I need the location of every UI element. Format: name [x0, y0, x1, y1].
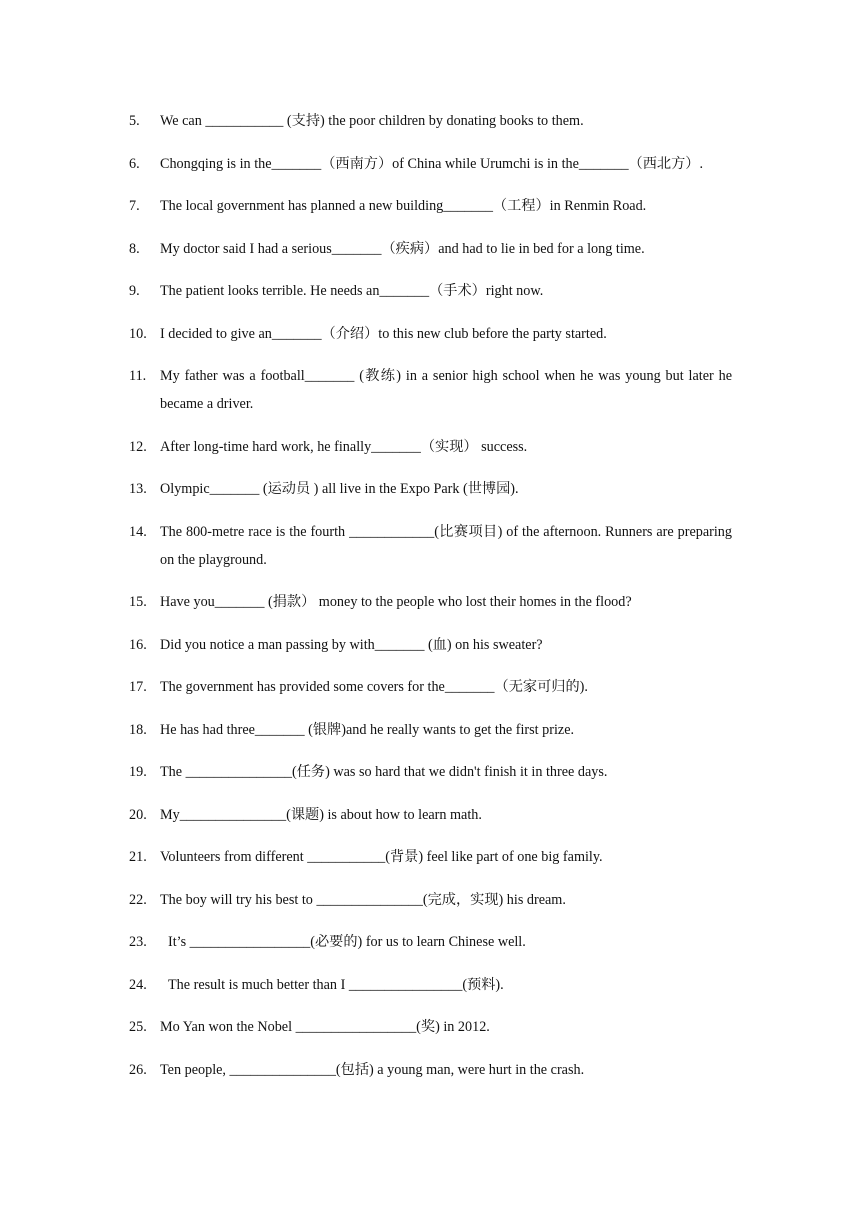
question-text: The boy will try his best to _______________(完成，实现) his dream. [160, 891, 566, 908]
question-number: 20. [129, 806, 147, 823]
question-number: 24. [129, 976, 147, 993]
question-number: 25. [129, 1019, 147, 1035]
question-item [0, 801, 860, 829]
question-text: I decided to give an_______（介绍）to this new club before the party started. [160, 325, 607, 342]
question-item [0, 971, 860, 999]
question-item [0, 886, 860, 914]
question-number: 16. [129, 636, 147, 653]
question-item [0, 277, 860, 305]
question-item [0, 928, 860, 956]
question-list [0, 107, 860, 1098]
question-item [0, 631, 860, 659]
question-number: 10. [129, 325, 147, 342]
question-item [0, 1013, 860, 1041]
question-number: 21. [129, 849, 147, 865]
question-text: After long-time hard work, he finally_______（实现） success. [160, 438, 528, 455]
question-number: 8. [129, 240, 140, 257]
question-text: The patient looks terrible. He needs an_______（手术）right now. [160, 283, 544, 299]
question-text: The 800-metre race is the fourth ____________(比赛项目) of the afternoon. Runners are preparing on the playground. [160, 523, 732, 568]
question-item [0, 716, 860, 744]
question-text: My doctor said I had a serious_______（疾病）and had to lie in bed for a long time. [160, 240, 645, 257]
question-item [0, 475, 860, 503]
question-text: It’s _________________(必要的) for us to learn Chinese well. [168, 934, 526, 950]
question-text: Have you_______ (捐款） money to the people who lost their homes in the flood? [160, 594, 632, 610]
question-number: 23. [129, 934, 147, 950]
question-item [0, 588, 860, 616]
question-item [0, 150, 860, 178]
question-number: 22. [129, 891, 147, 908]
question-item [0, 758, 860, 786]
question-text: Chongqing is in the_______（西南方）of China while Urumchi is in the_______（西北方）. [160, 155, 704, 172]
question-text: Mo Yan won the Nobel _________________(奖) in 2012. [160, 1019, 490, 1035]
question-text: The government has provided some covers for the_______（无家可归的). [160, 679, 588, 695]
question-text: My_______________(课题) is about how to learn math. [160, 806, 482, 823]
question-number: 14. [129, 523, 147, 540]
question-number: 15. [129, 594, 147, 610]
question-text: The _______________(任务) was so hard that we didn't finish it in three days. [160, 764, 608, 780]
question-number: 18. [129, 721, 147, 738]
question-item [0, 320, 860, 348]
question-number: 7. [129, 198, 140, 214]
question-item [0, 107, 860, 135]
question-text: Volunteers from different ___________(背景) feel like part of one big family. [160, 849, 603, 865]
question-item [0, 362, 860, 418]
question-number: 13. [129, 481, 147, 497]
question-item [0, 1056, 860, 1084]
question-number: 9. [129, 283, 140, 299]
question-number: 26. [129, 1061, 147, 1078]
question-text: The result is much better than I ________________(预料). [168, 976, 504, 993]
question-text: He has had three_______ (银牌)and he really wants to get the first prize. [160, 721, 575, 738]
question-number: 5. [129, 113, 140, 129]
question-text: Did you notice a man passing by with_______ (血) on his sweater? [160, 636, 543, 653]
question-number: 12. [129, 438, 147, 455]
question-number: 6. [129, 155, 140, 172]
question-item [0, 843, 860, 871]
question-number: 11. [129, 368, 147, 384]
question-text: Olympic_______ (运动员 ) all live in the Expo Park (世博园). [160, 481, 519, 497]
question-item [0, 518, 860, 574]
question-item [0, 433, 860, 461]
question-text: Ten people, _______________(包括) a young man, were hurt in the crash. [160, 1061, 585, 1078]
question-text: We can ___________ (支持) the poor children by donating books to them. [160, 113, 584, 129]
question-item [0, 192, 860, 220]
question-text: My father was a football_______ (教练) in a senior high school when he was young but later he became a driver. [160, 368, 732, 412]
question-item [0, 235, 860, 263]
question-text: The local government has planned a new building_______（工程）in Renmin Road. [160, 198, 647, 214]
question-number: 17. [129, 679, 147, 695]
question-number: 19. [129, 764, 147, 780]
question-item [0, 673, 860, 701]
